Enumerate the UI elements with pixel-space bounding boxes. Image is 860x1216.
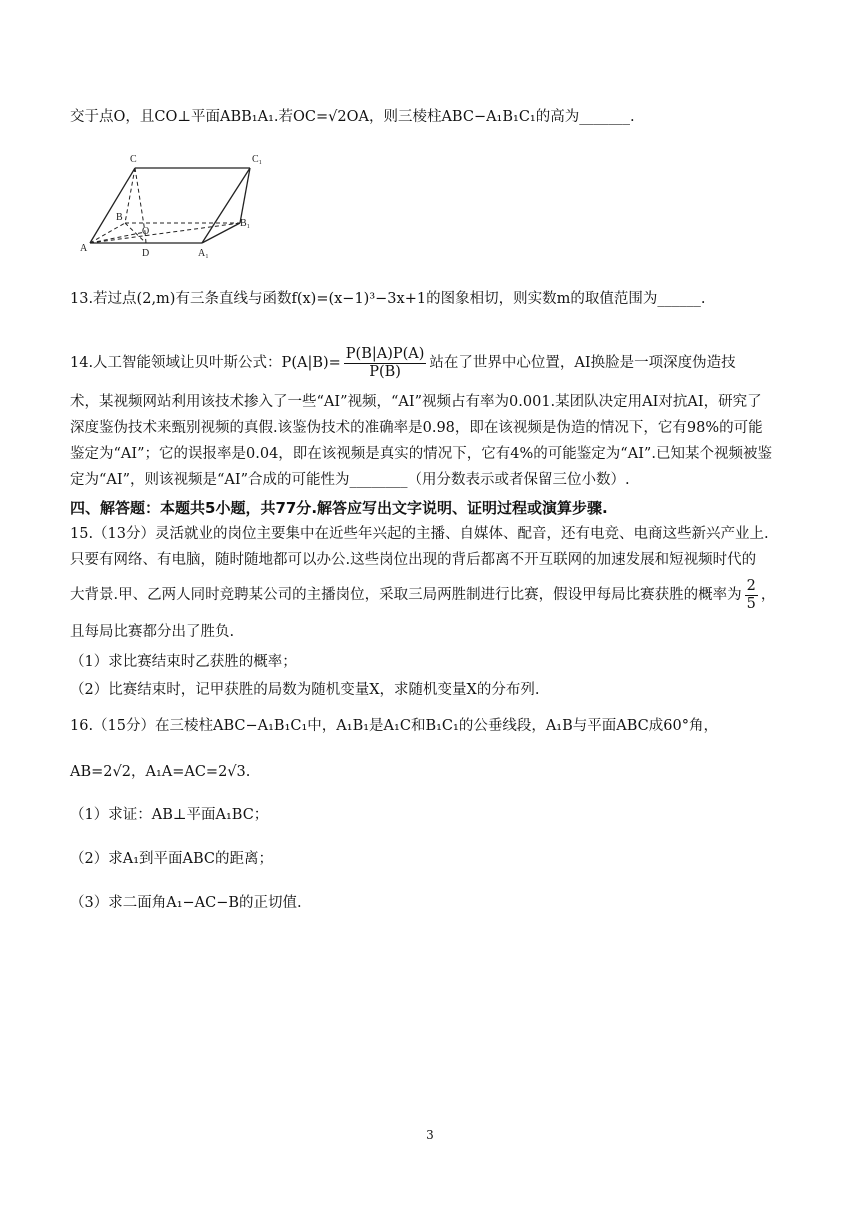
q16-part2: （2）求A₁到平面ABC的距离；: [70, 851, 273, 867]
q15-line3: [70, 575, 790, 615]
q15-part2: （2）比赛结束时，记甲获胜的局数为随机变量X，求随机变量X的分布列.: [70, 682, 540, 698]
q16-part1: （1）求证：AB⊥平面A₁BC；: [70, 807, 269, 823]
q15-line1: 15.（13分）灵活就业的岗位主要集中在近些年兴起的主播、自媒体、配音，还有电竞、电商这些新兴产业上.: [70, 526, 769, 542]
label-a1: A₁: [198, 248, 209, 259]
label-b1: B₁: [240, 218, 251, 229]
section-heading: 四、解答题：本题共5小题，共77分.解答应写出文字说明、证明过程或演算步骤.: [70, 499, 608, 517]
prism-figure: [80, 148, 280, 260]
q14-line2: 术，某视频网站利用该技术掺入了一些“AI”视频，“AI”视频占有率为0.001.某团队决定用AI对抗AI，研究了: [70, 394, 762, 410]
q13: 13.若过点(2,m)有三条直线与函数f(x)=(x−1)³−3x+1的图象相切，则实数m的取值范围为______.: [70, 291, 706, 307]
q14-line5: 定为“AI”，则该视频是“AI”合成的可能性为________（用分数表示或者保留三位小数）.: [70, 472, 630, 488]
page-number: 3: [426, 1128, 434, 1142]
q15-part1: （1）求比赛结束时乙获胜的概率；: [70, 654, 297, 670]
label-c1: C₁: [252, 154, 263, 165]
q14-line1: [70, 345, 790, 381]
q15-line4: 且每局比赛都分出了胜负.: [70, 624, 235, 640]
label-d: D: [142, 248, 150, 259]
q15-line3-suffix: ，: [760, 587, 776, 603]
probability-numerator: 2: [746, 577, 756, 594]
bayes-denominator: P(B): [369, 363, 401, 380]
probability-denominator: 5: [746, 595, 756, 612]
q14-line4: 鉴定为“AI”；它的误报率是0.04，即在该视频是真实的情况下，它有4%的可能鉴定为“AI”.已知某个视频被鉴: [70, 446, 772, 462]
label-b: B: [116, 212, 123, 223]
label-a: A: [80, 243, 88, 254]
q14-line3: 深度鉴伪技术来甄别视频的真假.该鉴伪技术的准确率是0.98，即在该视频是伪造的情况下，它有98%的可能: [70, 420, 763, 436]
q15-line3-prefix: 大背景.甲、乙两人同时竞聘某公司的主播岗位，采取三局两胜制进行比赛，假设甲每局比赛获胜的概率为: [70, 587, 742, 603]
q16-line1: 16.（15分）在三棱柱ABC−A₁B₁C₁中，A₁B₁是A₁C和B₁C₁的公垂线段，A₁B与平面ABC成60°角，: [70, 718, 718, 734]
bayes-fraction: [344, 346, 427, 381]
q16-part3: （3）求二面角A₁−AC−B的正切值.: [70, 895, 302, 911]
q15-line2: 只要有网络、有电脑，随时随地都可以办公.这些岗位出现的背后都离不开互联网的加速发展和短视频时代的: [70, 552, 757, 568]
q16-line2: AB=2√2，A₁A=AC=2√3.: [70, 764, 251, 780]
q14-suffix: 站在了世界中心位置，AI换脸是一项深度伪造技: [429, 355, 736, 371]
label-c: C: [130, 154, 137, 165]
label-o: O: [142, 226, 150, 237]
q14-prefix: 14.人工智能领域让贝叶斯公式：P(A|B)=: [70, 355, 341, 371]
bayes-numerator: P(B|A)P(A): [345, 345, 425, 362]
q12-tail: 交于点O，且CO⊥平面ABB₁A₁.若OC=√2OA，则三棱柱ABC−A₁B₁C₁的高为_______.: [70, 109, 635, 125]
probability-fraction: [745, 578, 758, 613]
